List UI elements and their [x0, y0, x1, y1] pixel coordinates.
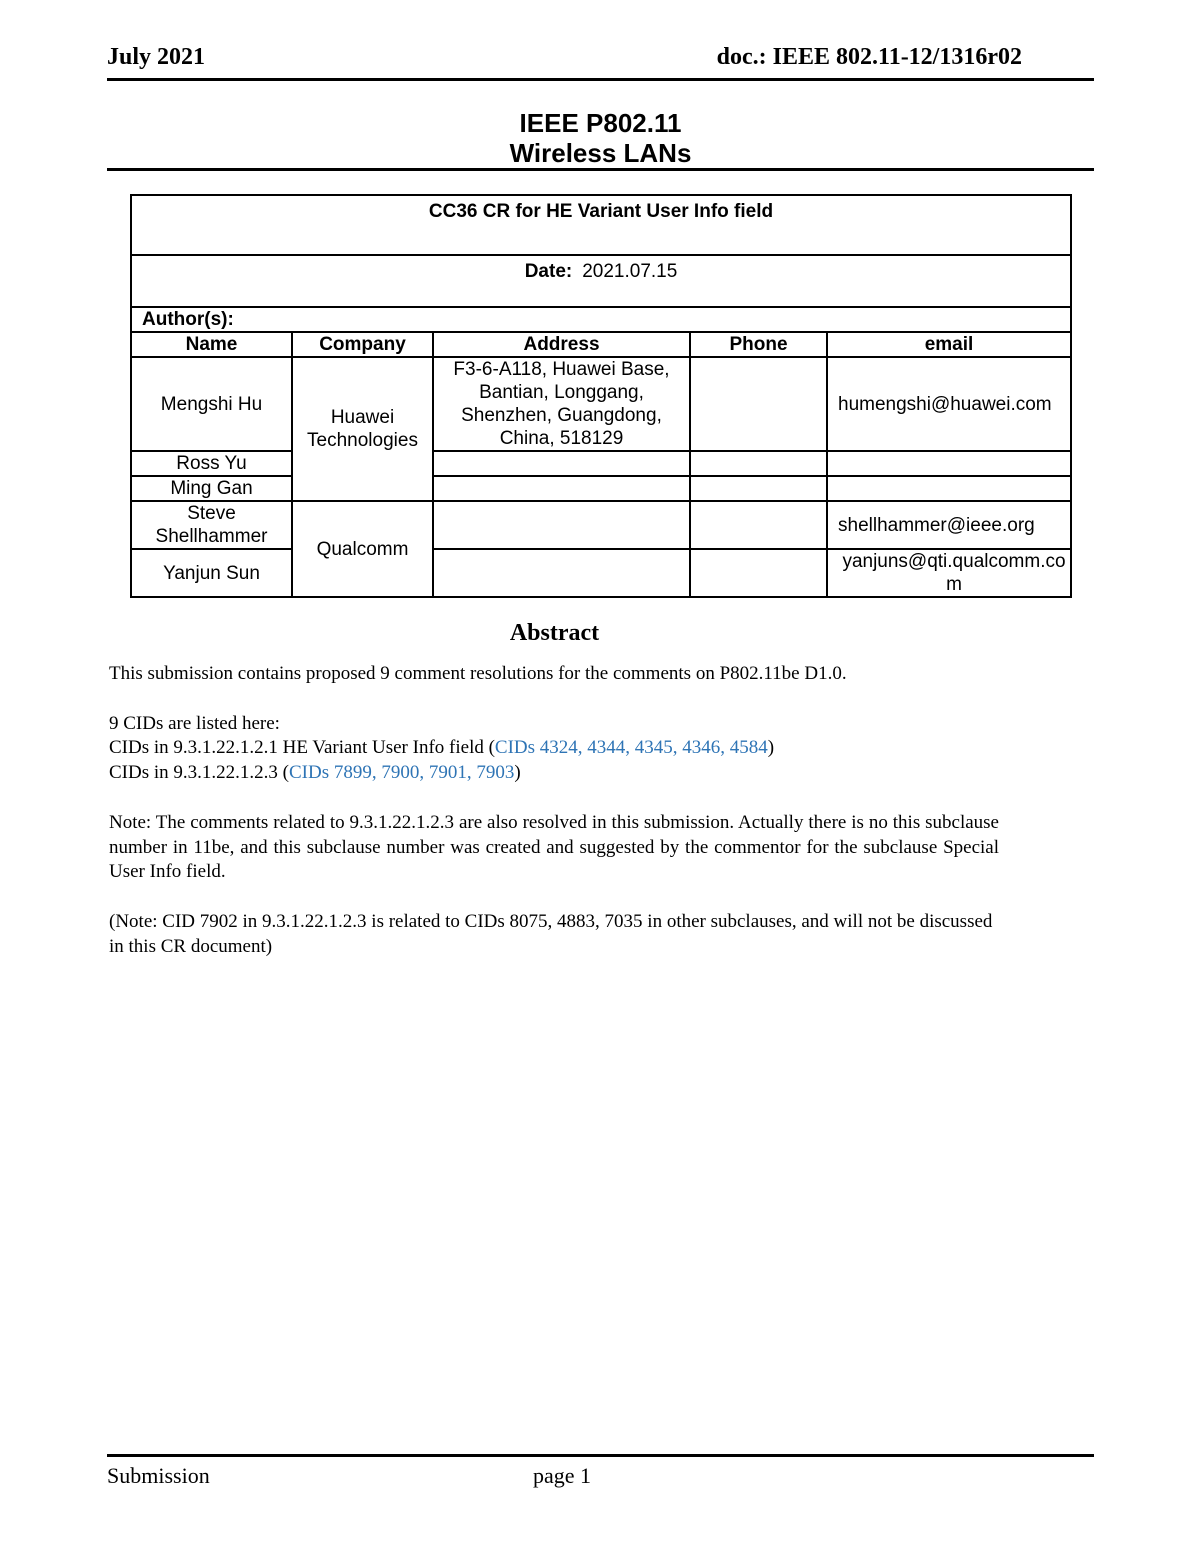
author-phone — [690, 549, 827, 597]
authors-label: Author(s): — [131, 307, 1071, 332]
author-company: Huawei Technologies — [292, 357, 433, 501]
abstract-paragraph: 9 CIDs are listed here: — [109, 712, 280, 734]
author-address: F3-6-A118, Huawei Base, Bantian, Longgang, Shenzhen, Guangdong, China, 518129 — [433, 357, 690, 451]
cid-list-line: CIDs in 9.3.1.22.1.2.3 (CIDs 7899, 7900, 7901, 7903) — [109, 762, 521, 784]
date-row — [131, 255, 1071, 307]
author-phone — [690, 501, 827, 549]
header-doc-number: doc.: IEEE 802.11-12/1316r02 — [716, 44, 1022, 70]
cid-link[interactable]: CIDs 4324, 4344, 4345, 4346, 4584 — [494, 737, 768, 759]
column-header-name: Name — [131, 332, 292, 357]
column-header-email: email — [827, 332, 1071, 357]
author-phone — [690, 476, 827, 501]
page-number: page 1 — [533, 1463, 592, 1488]
author-address — [433, 451, 690, 476]
abstract-paragraph: (Note: CID 7902 in 9.3.1.22.1.2.3 is related to CIDs 8075, 4883, 7035 in other subclauses, and will not be discussed in this CR document) — [109, 910, 993, 957]
title-block — [107, 108, 1094, 171]
author-phone — [690, 357, 827, 451]
author-email: humengshi@huawei.com — [827, 357, 1071, 451]
column-header-phone: Phone — [690, 332, 827, 357]
author-name: Steve Shellhammer — [131, 501, 292, 549]
table-row — [131, 549, 1071, 597]
author-name: Ross Yu — [131, 451, 292, 476]
table-row — [131, 357, 1071, 451]
author-name: Mengshi Hu — [131, 357, 292, 451]
author-address — [433, 501, 690, 549]
cid-link[interactable]: CIDs 7899, 7900, 7901, 7903 — [288, 762, 515, 784]
author-company: Qualcomm — [292, 501, 433, 597]
cid-list-line: CIDs in 9.3.1.22.1.2.1 HE Variant User Info field (CIDs 4324, 4344, 4345, 4346, 4584) — [109, 737, 775, 759]
abstract-title: Abstract — [509, 620, 600, 646]
document-info-table — [130, 194, 1072, 598]
author-phone — [690, 451, 827, 476]
footer-submission: Submission — [107, 1463, 210, 1488]
document-title: CC36 CR for HE Variant User Info field — [131, 195, 1071, 255]
table-header-row — [131, 332, 1071, 357]
standard-subtitle: Wireless LANs — [509, 138, 692, 168]
abstract-paragraph: Note: The comments related to 9.3.1.22.1.2.3 are also resolved in this submission. Actually there is no this subclause number in 11be, and this subclause number was created and suggested by the commentor for the subclause Special User Info field. — [109, 811, 999, 883]
author-name: Ming Gan — [131, 476, 292, 501]
author-name: Yanjun Sun — [131, 549, 292, 597]
header-date: July 2021 — [107, 44, 206, 70]
author-email: shellhammer@ieee.org — [827, 501, 1071, 549]
column-header-address: Address — [433, 332, 690, 357]
date-value: 2021.07.15 — [582, 261, 678, 282]
page-footer — [107, 1454, 1094, 1497]
author-address — [433, 476, 690, 501]
author-email — [827, 451, 1071, 476]
author-address — [433, 549, 690, 597]
table-row — [131, 501, 1071, 549]
table-row — [131, 476, 1071, 501]
column-header-company: Company — [292, 332, 433, 357]
standard-title: IEEE P802.11 — [519, 108, 682, 138]
table-row — [131, 451, 1071, 476]
author-email — [827, 476, 1071, 501]
abstract-paragraph: This submission contains proposed 9 comment resolutions for the comments on P802.11be D1.0. — [109, 663, 847, 684]
date-label: Date: — [524, 261, 573, 282]
abstract-body — [109, 662, 999, 959]
author-email: yanjuns@qti.qualcomm.com — [827, 549, 1071, 597]
page-header — [107, 44, 1094, 81]
